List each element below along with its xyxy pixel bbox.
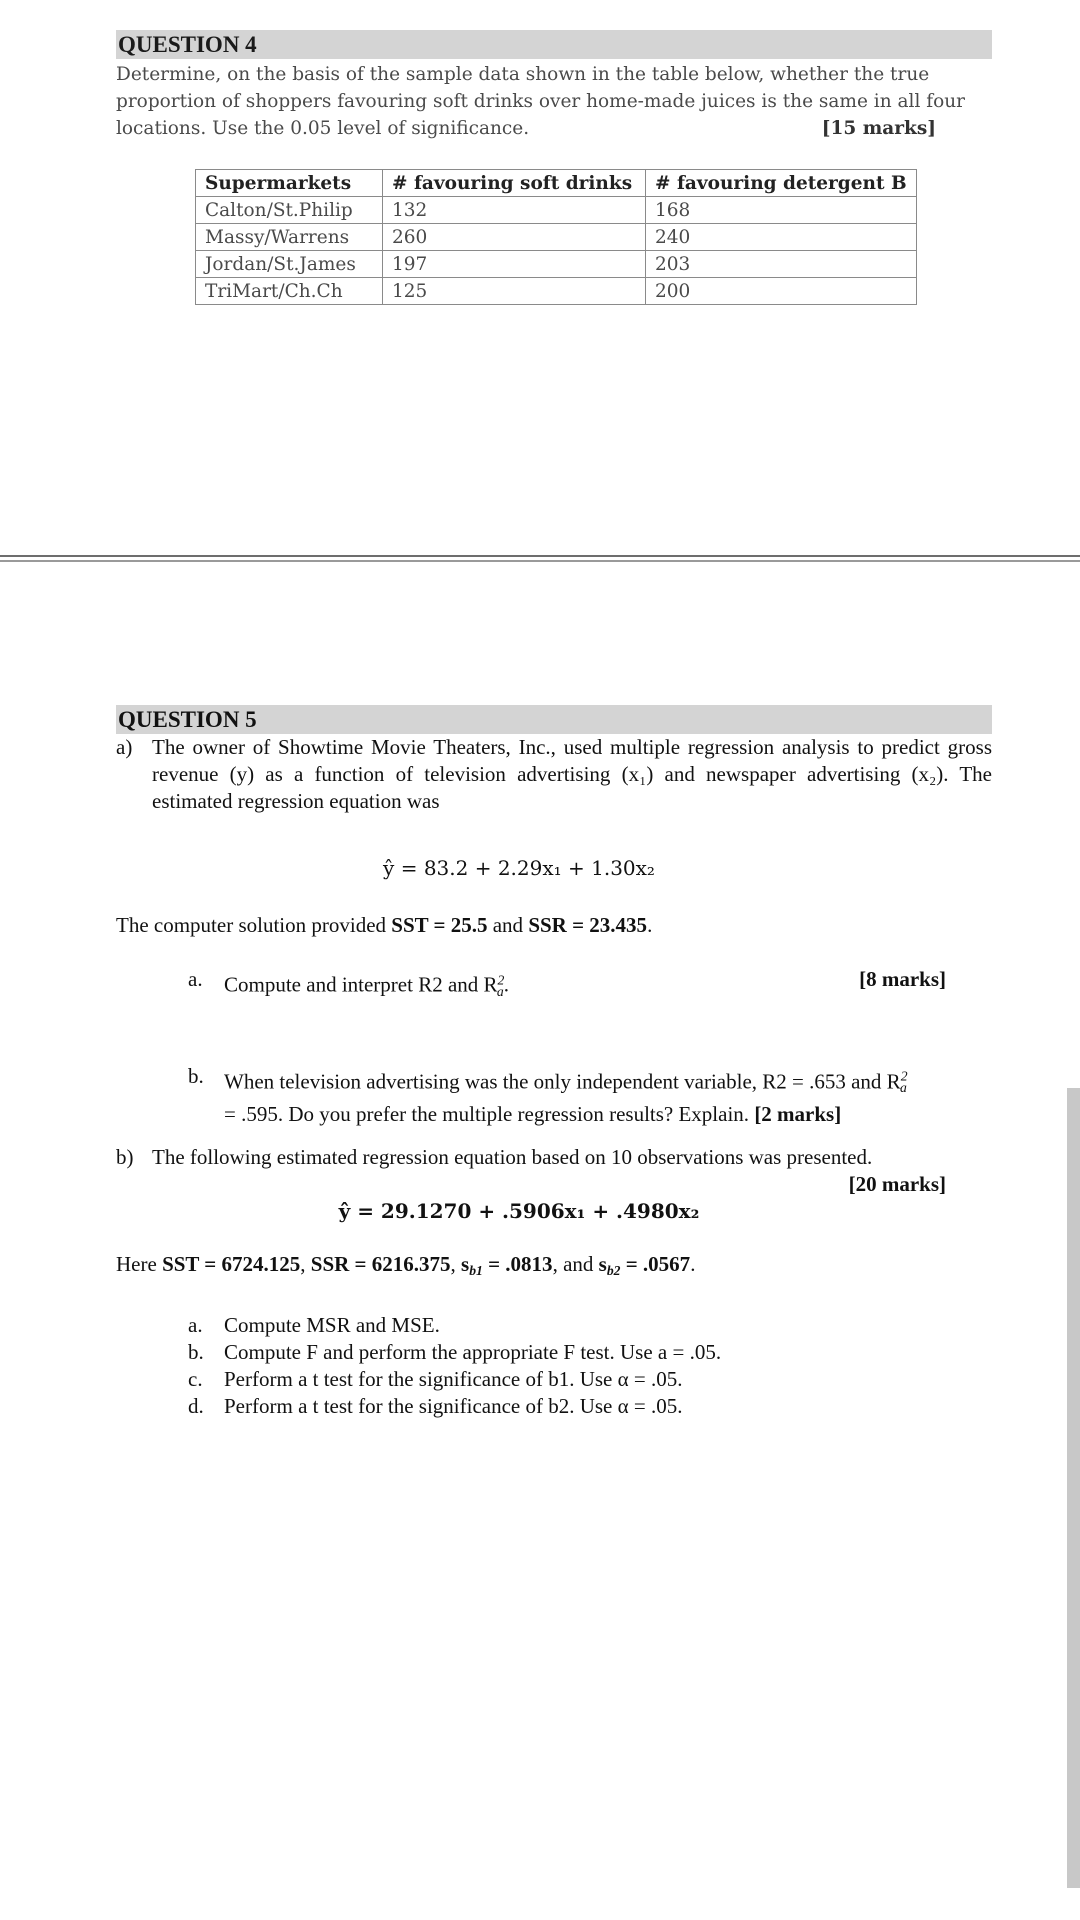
here-statement: Here SST = 6724.125, SSR = 6216.375, $s_{b1} = .0813$, and $s_{b2} = .0567$.	[116, 1252, 696, 1279]
sub-a-text: Compute and interpret R2 and R	[224, 972, 498, 997]
question-5-title: QUESTION 5	[116, 705, 992, 734]
question-4-title: QUESTION 4	[116, 30, 992, 59]
part-b	[116, 1144, 992, 1171]
table-header: # favouring soft drinks	[383, 170, 646, 197]
here-sb1: s	[461, 1252, 470, 1277]
intro-line: Determine, on the basis of the sample data shown in the table below, whether the true	[116, 64, 930, 85]
sub-b-marks: [2 marks]	[754, 1102, 842, 1127]
scrollbar[interactable]	[1067, 1088, 1080, 1888]
task-list	[116, 1312, 992, 1420]
sst-post: .	[647, 913, 653, 937]
here-sb2: s	[598, 1252, 607, 1277]
here-ssr: SSR = 6216.375	[310, 1252, 451, 1277]
sst-pre: The computer solution provided	[116, 913, 392, 937]
table-row	[196, 278, 917, 305]
task-text: Perform a t test for the significance of b1. Use α = .05.	[224, 1367, 683, 1392]
sub-b-text-1: When television advertising was the only independent variable, R2 = .653 and R	[224, 1069, 901, 1094]
sst-statement	[116, 912, 992, 939]
question-4-intro	[116, 61, 992, 115]
task-label: d.	[188, 1394, 204, 1419]
table-header: Supermarkets	[196, 170, 383, 197]
part-b-label: b)	[116, 1145, 134, 1170]
sub-b-label: b.	[188, 1063, 204, 1088]
part-b-marks: [20 marks]	[848, 1172, 946, 1197]
task-text: Compute MSR and MSE.	[224, 1313, 440, 1338]
part-a-text: The owner of Showtime Movie Theaters, Inc., used multiple regression analysis to predict gross revenue (y) as a function of television advertising (x₁) and newspaper advertising (x₂). The estimated regression equation was	[152, 735, 992, 813]
table-row	[196, 251, 917, 278]
table-cell: Jordan/St.James	[196, 251, 383, 278]
part-b-text: The following estimated regression equation based on 10 observations was presented.	[152, 1145, 873, 1170]
here-sb2-val: = .0567	[620, 1252, 691, 1277]
table-row	[196, 197, 917, 224]
sub-a-marks: [8 marks]	[859, 967, 946, 991]
sub-question-a	[188, 966, 992, 1005]
list-item	[188, 1393, 992, 1420]
table-row	[196, 224, 917, 251]
list-item	[188, 1366, 992, 1393]
sub-question-b	[188, 1063, 992, 1129]
r-adj-symbol: $^2_a$	[496, 972, 505, 999]
table-cell: 125	[383, 278, 646, 305]
list-item	[188, 1312, 992, 1339]
intro-line: proportion of shoppers favouring soft drinks over home-made juices is the same in all four	[116, 91, 965, 112]
table-cell: TriMart/Ch.Ch	[196, 278, 383, 305]
table-header-row	[196, 170, 917, 197]
task-label: b.	[188, 1340, 204, 1365]
part-a-label: a)	[116, 735, 133, 759]
task-label: c.	[188, 1367, 203, 1392]
table-cell: 132	[383, 197, 646, 224]
task-text: Compute F and perform the appropriate F test. Use a = .05.	[224, 1340, 722, 1365]
question-4-marks: [15 marks]	[821, 118, 936, 139]
table-cell: 240	[646, 224, 917, 251]
table-cell: 203	[646, 251, 917, 278]
list-item	[188, 1339, 992, 1366]
here-sb1-val: = .0813	[482, 1252, 553, 1277]
table-cell: Massy/Warrens	[196, 224, 383, 251]
page-divider	[0, 555, 1080, 562]
question-4-intro-last	[116, 115, 992, 142]
question-5	[116, 705, 992, 1420]
supermarket-table	[195, 169, 917, 305]
table-cell: 200	[646, 278, 917, 305]
here-sb1-sub: b1	[469, 1263, 483, 1279]
regression-equation-1: ŷ = 83.2 + 2.29x₁ + 1.30x₂	[383, 856, 655, 880]
here-pre: Here	[116, 1252, 163, 1277]
sub-b-text-2: = .595. Do you prefer the multiple regression results? Explain.	[224, 1102, 750, 1127]
sst-mid: and	[487, 913, 529, 937]
regression-equation-2: ŷ = 29.1270 + .5906x₁ + .4980x₂	[338, 1199, 700, 1224]
table-cell: 168	[646, 197, 917, 224]
table-cell: Calton/St.Philip	[196, 197, 383, 224]
question-4	[116, 30, 992, 142]
table-header: # favouring detergent B	[646, 170, 917, 197]
task-text: Perform a t test for the significance of b2. Use α = .05.	[224, 1394, 683, 1419]
sub-a-label: a.	[188, 967, 203, 991]
ssr-value: SSR = 23.435	[528, 913, 648, 937]
part-a	[116, 734, 992, 815]
r-adj-symbol: $^2_a$	[900, 1068, 908, 1096]
here-sst: SST = 6724.125	[162, 1252, 301, 1277]
sub-b-text-wrap	[224, 1063, 992, 1129]
task-label: a.	[188, 1313, 203, 1338]
intro-line: locations. Use the 0.05 level of significance.	[116, 118, 530, 139]
sub-a-text-wrap: Compute and interpret R2 and $R^2_a$.	[224, 972, 509, 999]
table-cell: 260	[383, 224, 646, 251]
here-sb2-sub: b2	[606, 1263, 621, 1279]
table-cell: 197	[383, 251, 646, 278]
sst-value: SST = 25.5	[391, 913, 488, 937]
